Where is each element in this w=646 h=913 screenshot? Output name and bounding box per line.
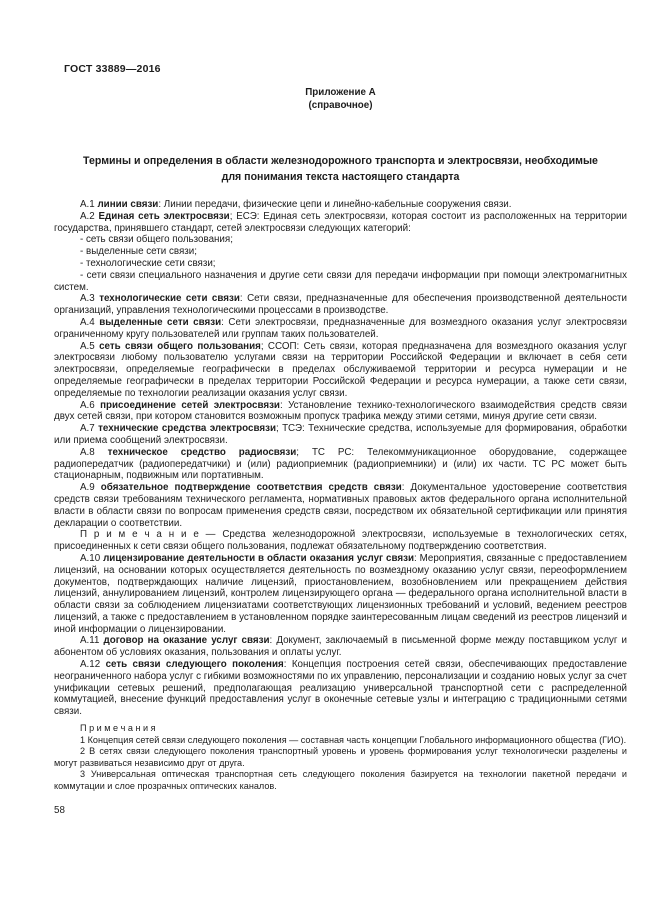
term-paragraph <box>54 482 627 529</box>
term-paragraph <box>54 635 627 659</box>
term-number: А.12 <box>80 659 101 671</box>
term-paragraph <box>54 423 627 447</box>
term-definition: : Сети электросвязи, предназначенные для возмездного оказания услуг электросвязи ограниченному кругу пользователей или группам таких пользователей. <box>54 316 627 340</box>
list-item: - выделенные сети связи; <box>80 246 197 258</box>
term-name: линии связи <box>97 199 159 210</box>
term-definition: : Документальное удостоверение соответствия средств связи требованиям технического регламента, нормативных правовых актов федерального органа исполнительной власти в области связи по вопросам применения средств связи, посредством их обязательной сертификации или принятия декларации о соответствии. <box>54 482 627 529</box>
term-definition: : Установление технико-технологического взаимодействия средств связи двух сетей связи, при котором становится возможным пропуск трафика между этими сетями, минуя другие сети связи. <box>54 399 628 423</box>
final-notes <box>54 723 627 793</box>
term-definition: ; ТС РС: Телекоммуникационное оборудование, содержащее радиопередатчик (радиопередатчики) и (или) радиоприемник (радиоприемники) и (или) их части. ТС РС может быть стационарным, подвижным или портативным. <box>54 446 627 482</box>
annex-type: (справочное) <box>308 100 373 111</box>
term-number: А.7 <box>80 423 95 435</box>
term-paragraph <box>54 447 627 482</box>
terms-section <box>54 199 627 793</box>
note-text: — Средства железнодорожной электросвязи, используемые в технологических сетях, присоединенных к сети связи общего пользования, подлежат обязательному подтверждению соответствия. <box>54 529 627 553</box>
note-label: П р и м е ч а н и е <box>80 529 199 541</box>
term-definition: ; ССОП: Сеть связи, которая предназначена для возмездного оказания услуг электросвязи любому пользователю услугами связи на территории Российской Федерации и включает в себя сети электросвязи, определяемые географически в пределах обслуживаемой территории и ресурса нумерации и не определяемые географически в пределах территории Российской Федерации и ресурса нумерации, а также сети связи, определяемые по технологии реализации оказания услуг связи. <box>54 340 627 399</box>
term-number: А.4 <box>80 316 95 328</box>
term-definition: : Мероприятия, связанные с предоставлением лицензий, на основании которых осуществляется деятельность по возмездному оказанию услуг связи, переоформлением документов, подтверждающих наличие лицензий, приостановлением, возобновлением или прекращением действия лицензий, аннулированием лицензий, контролем лицензирующего органа — федерального органа исполнительной власти в области связи за соблюдением лицензиатами соответствующих лицензионных требований и условий, ведением реестров лицензий, а также с предоставлением в установленном порядке заинтересованным лицам сведений из реестров лицензий и иной информации о лицензировании. <box>54 552 627 635</box>
note-item: 2 В сетях связи следующего поколения транспортный уровень и уровень формирования услуг технологически разделены и могут развиваться независимо друг от друга. <box>54 746 627 768</box>
term-number: А.5 <box>80 340 95 352</box>
term-number: А.8 <box>80 446 95 458</box>
term-name: присоединение сетей электросвязи <box>100 399 280 411</box>
term-paragraph <box>54 293 627 317</box>
term-number: А.3 <box>80 293 95 305</box>
term-number: А.1 <box>80 199 95 210</box>
notes-heading: П р и м е ч а н и я <box>80 723 156 734</box>
term-paragraph <box>54 553 627 636</box>
term-definition: : Концепция построения сетей связи, обеспечивающих предоставление неограниченного набора услуг с гибкими возможностями по их управлению, персонализации и созданию новых услуг за счет унификации сетевых решений, предполагающая реализацию универсальной транспортной сети с распределенной коммутацией, внесение функций предоставления услуг в оконечные сетевые узлы и интеграцию с традиционными сетями связи. <box>54 659 627 718</box>
term-paragraph <box>54 341 627 400</box>
term-number: А.9 <box>80 482 95 494</box>
term-definition: ; ТСЭ: Технические средства, используемые для формирования, обработки или приема сообщений электросвязи. <box>54 423 627 446</box>
term-name: сеть связи следующего поколения <box>105 659 284 671</box>
term-number: А.10 <box>80 552 101 564</box>
note-item: 3 Универсальная оптическая транспортная сеть следующего поколения базируется на технологии пакетной передачи и коммутации и слое прозрачных оптических каналов. <box>54 769 627 792</box>
term-definition: : Линии передачи, физические цепи и линейно-кабельные сооружения связи. <box>158 199 512 210</box>
note-item: 1 Концепция сетей связи следующего поколения — составная часть концепции Глобального информационного общества (ГИО). <box>80 734 627 745</box>
term-name: технологические сети связи <box>99 293 240 305</box>
page-title: Термины и определения в области железнодорожного транспорта и электросвязи, необходимые для понимания текста настоящего стандарта <box>83 155 598 183</box>
term-definition: : Документ, заключаемый в письменной форме между поставщиком услуг и абонентом об условиях оказания, пользования и оплаты услуг. <box>54 635 627 659</box>
page-number: 58 <box>54 804 65 816</box>
term-paragraph <box>54 317 627 341</box>
term-name: выделенные сети связи <box>99 316 222 328</box>
term-paragraph <box>54 211 627 235</box>
term-definition: : Сети связи, предназначенные для обеспечения производственной деятельности организаций, управления технологическими процессами в производстве. <box>54 293 628 317</box>
list-item: - сеть связи общего пользования; <box>80 234 233 246</box>
term-name: техническое средство радиосвязи <box>107 446 297 458</box>
document-code: ГОСТ 33889—2016 <box>64 63 161 75</box>
note-paragraph <box>54 529 627 553</box>
list-item: - сети связи специального назначения и другие сети связи для передачи информации при помощи электромагнитных систем. <box>54 269 627 293</box>
term-number: А.2 <box>80 210 95 222</box>
term-name: технические средства электросвязи <box>98 423 276 435</box>
term-name: сеть связи общего пользования <box>99 340 261 352</box>
term-paragraph <box>54 199 627 211</box>
term-name: Единая сеть электросвязи <box>98 210 230 222</box>
term-number: А.6 <box>80 399 95 411</box>
term-number: А.11 <box>80 635 100 647</box>
term-definition: ; ЕСЭ: Единая сеть электросвязи, которая состоит из расположенных на территории государства, принявшего стандарт, сетей электросвязи следующих категорий: <box>54 210 627 234</box>
term-name: обязательное подтверждение соответствия средств связи <box>100 482 402 494</box>
annex-heading <box>54 86 627 112</box>
term-name: договор на оказание услуг связи <box>103 635 270 647</box>
annex-label: Приложение А <box>305 87 376 98</box>
term-paragraph <box>54 400 627 424</box>
term-name: лицензирование деятельности в области оказания услуг связи <box>103 552 414 564</box>
list-item: - технологические сети связи; <box>80 257 216 269</box>
term-paragraph <box>54 659 627 718</box>
